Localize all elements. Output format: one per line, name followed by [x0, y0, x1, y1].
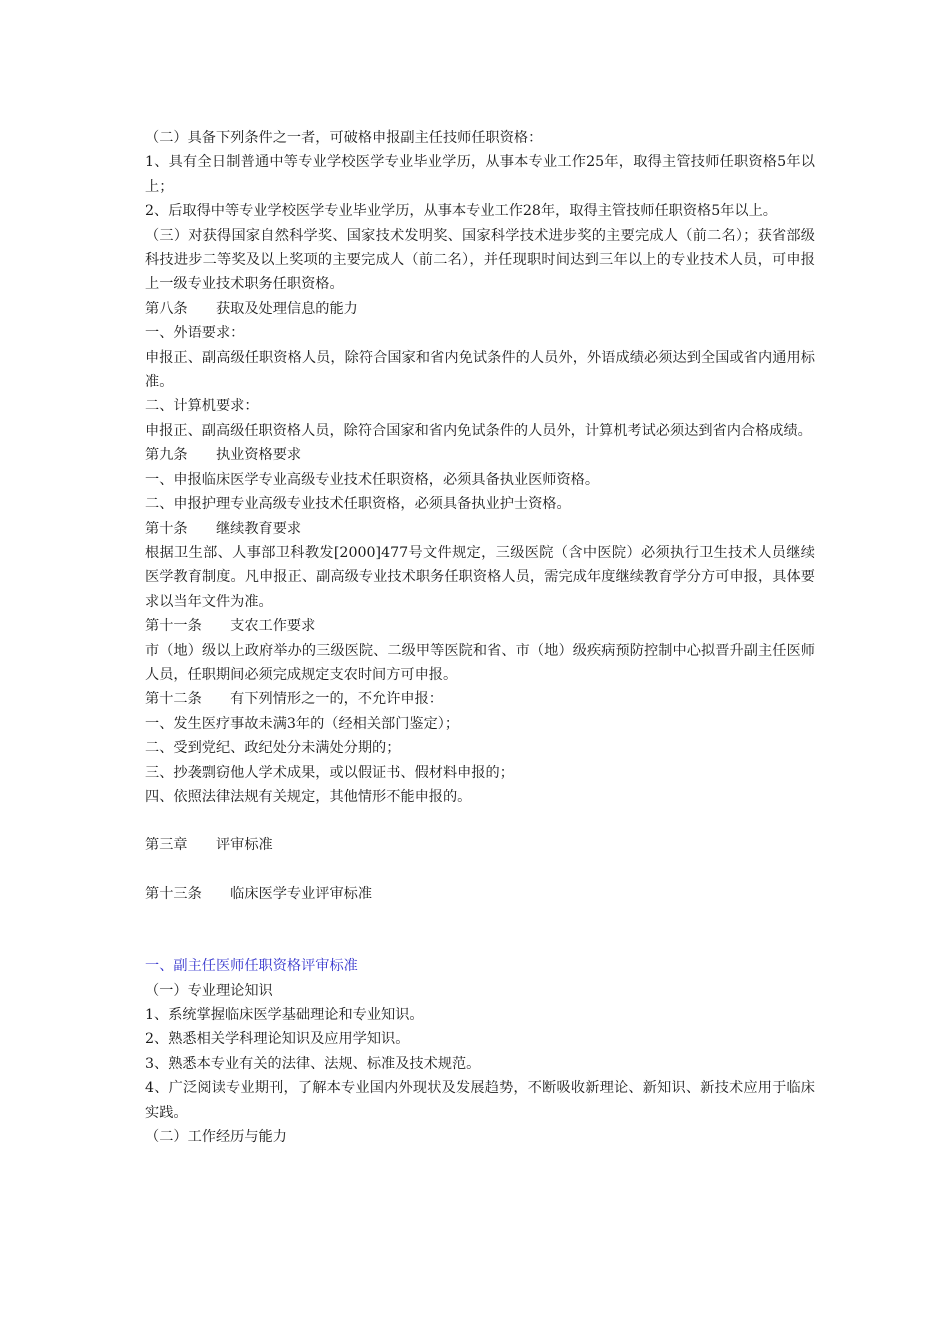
- article-heading: 第十二条 有下列情形之一的，不允许申报：: [145, 691, 443, 708]
- paragraph: 一、外语要求：: [145, 325, 245, 342]
- paragraph: 1、具有全日制普通中等专业学校医学专业毕业学历，从事本专业工作25年，取得主管技师任职资格5年以上；: [145, 154, 815, 195]
- paragraph: 一、申报临床医学专业高级专业技术任职资格，必须具备执业医师资格。: [145, 471, 600, 488]
- spacer: [145, 809, 815, 833]
- paragraph: 二、计算机要求：: [145, 398, 259, 415]
- paragraph: 4、广泛阅读专业期刊，了解本专业国内外现状及发展趋势，不断吸收新理论、新知识、新技术应用于临床实践。: [145, 1080, 815, 1121]
- paragraph: 根据卫生部、人事部卫科教发[2000]477号文件规定，三级医院（含中医院）必须执行卫生技术人员继续医学教育制度。凡申报正、副高级专业技术职务任职资格人员，需完成年度继续教育学分方可申报，具体要求以当年文件为准。: [145, 544, 815, 610]
- paragraph: （一）专业理论知识: [145, 982, 273, 999]
- paragraph: 四、依照法律法规有关规定，其他情形不能申报的。: [145, 788, 472, 805]
- paragraph: 申报正、副高级任职资格人员，除符合国家和省内免试条件的人员外，外语成绩必须达到全国或省内通用标准。: [145, 349, 815, 391]
- paragraph: （二）工作经历与能力: [145, 1129, 287, 1146]
- document-page: [145, 126, 815, 1149]
- paragraph: 一、发生医疗事故未满3年的（经相关部门鉴定）；: [145, 715, 460, 732]
- article-heading: 第九条 执业资格要求: [145, 447, 302, 464]
- article-heading: 第十条 继续教育要求: [145, 520, 302, 537]
- section-link[interactable]: 一、副主任医师任职资格评审标准: [145, 958, 358, 975]
- paragraph: 市（地）级以上政府举办的三级医院、二级甲等医院和省、市（地）级疾病预防控制中心拟晋升副主任医师人员，任职期间必须完成规定支农时间方可申报。: [145, 642, 815, 683]
- spacer: [145, 906, 815, 954]
- article-heading: 第十一条 支农工作要求: [145, 618, 316, 635]
- spacer: [145, 858, 815, 882]
- paragraph: 二、受到党纪、政纪处分未满处分期的；: [145, 740, 401, 757]
- paragraph: 三、抄袭剽窃他人学术成果，或以假证书、假材料申报的；: [145, 764, 514, 781]
- paragraph: 二、申报护理专业高级专业技术任职资格，必须具备执业护士资格。: [145, 496, 571, 513]
- paragraph: 2、熟悉相关学科理论知识及应用学知识。: [145, 1031, 410, 1048]
- paragraph: 2、后取得中等专业学校医学专业毕业学历，从事本专业工作28年，取得主管技师任职资格5年以上。: [145, 203, 777, 220]
- chapter-heading: 第三章 评审标准: [145, 837, 273, 854]
- paragraph: 申报正、副高级任职资格人员，除符合国家和省内免试条件的人员外，计算机考试必须达到省内合格成绩。: [145, 422, 812, 439]
- paragraph: 1、系统掌握临床医学基础理论和专业知识。: [145, 1007, 424, 1023]
- paragraph: 3、熟悉本专业有关的法律、法规、标准及技术规范。: [145, 1055, 481, 1072]
- article-heading: 第八条 获取及处理信息的能力: [145, 300, 358, 317]
- paragraph: （二）具备下列条件之一者，可破格申报副主任技师任职资格：: [145, 130, 543, 146]
- article-heading: 第十三条 临床医学专业评审标准: [145, 885, 373, 902]
- paragraph: （三）对获得国家自然科学奖、国家技术发明奖、国家科学技术进步奖的主要完成人（前二名）；获省部级科技进步二等奖及以上奖项的主要完成人（前二名），并任现职时间达到三年以上的专业技术人员，可申报上一级专业技术职务任职资格。: [145, 227, 815, 293]
